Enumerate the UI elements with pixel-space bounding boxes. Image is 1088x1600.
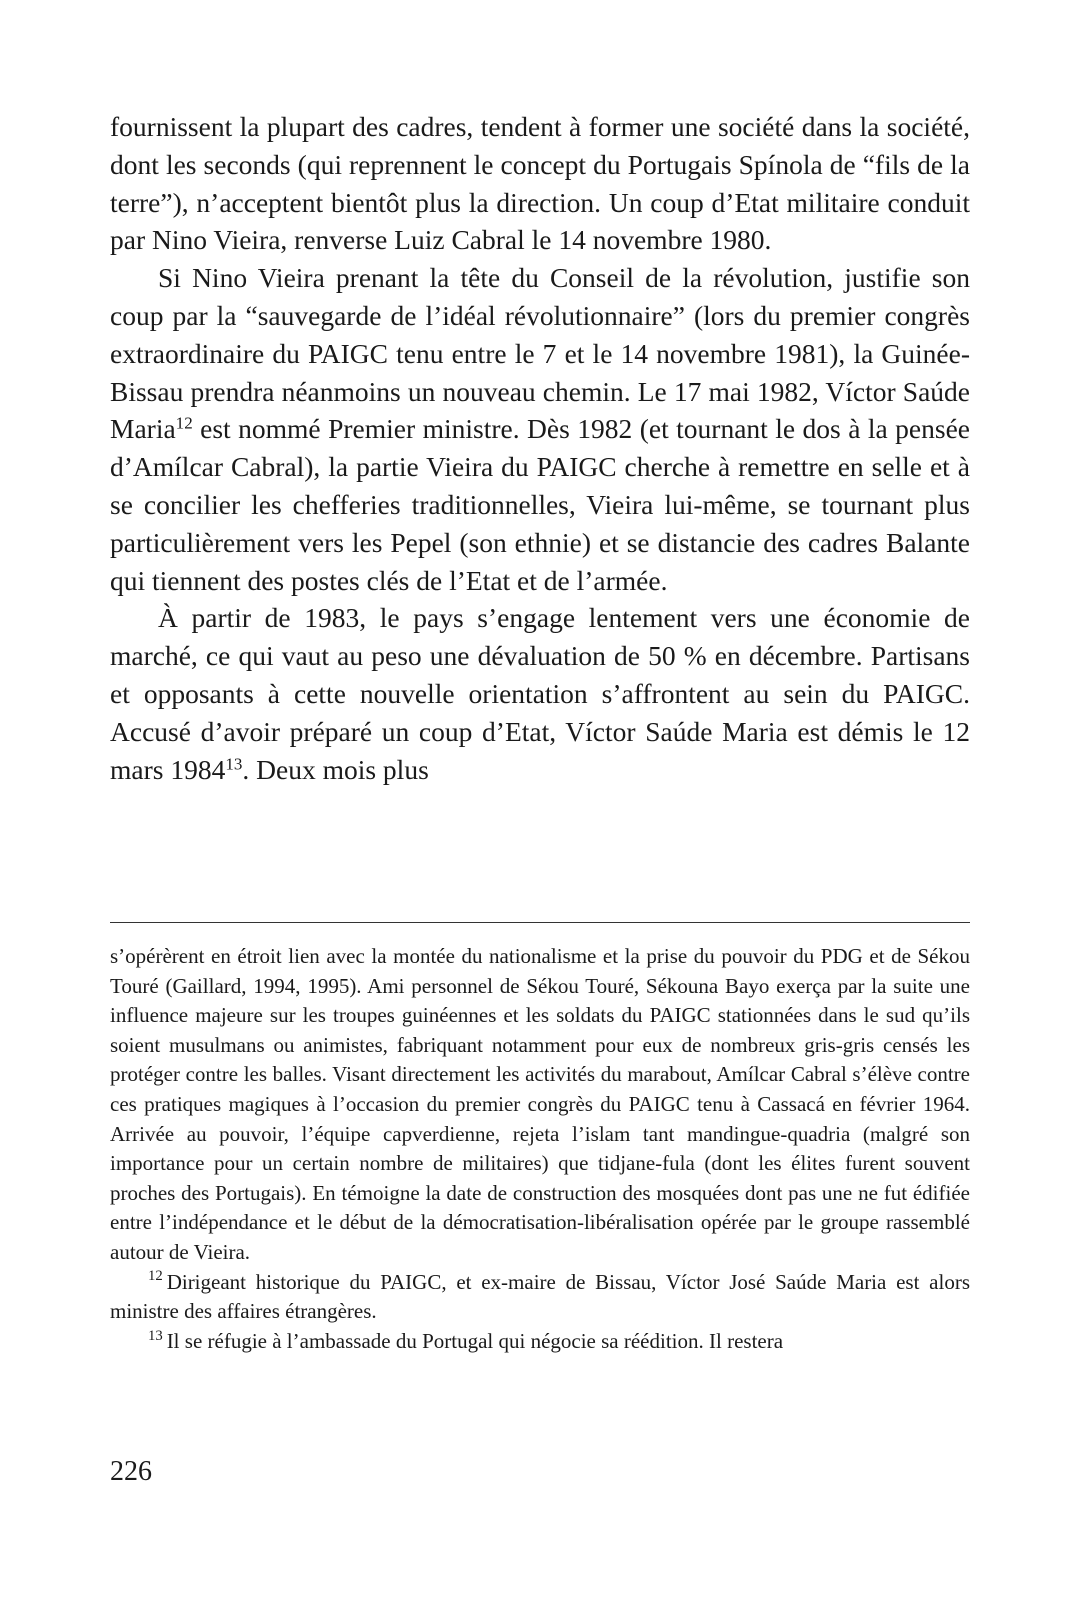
footnotes: [110, 942, 970, 1356]
paragraph-3-part-2: . Deux mois plus: [242, 753, 429, 785]
paragraph-2-part-2: est nommé Premier ministre. Dès 1982 (et tournant le dos à la pensée d’Amílcar Cabral), la partie Vieira du PAIGC cherche à remettre en selle et à se concilier les chefferies traditionnelles, Vieira lui-même, se tournant plus particulièrement vers les Pepel (son ethnie) et se distancie des cadres Balante qui tiennent des postes clés de l’Etat et de l’armée.: [110, 413, 970, 596]
paragraph-3-part-1: À partir de 1983, le pays s’engage lentement vers une économie de marché, ce qui vaut au peso une dévaluation de 50 % en décembre. Partisans et opposants à cette nouvelle orientation s’affrontent au sein du PAIGC. Accusé d’avoir préparé un coup d’Etat, Víctor Saúde Maria est démis le 12 mars 1984: [110, 602, 970, 785]
footnote-12: [110, 1268, 970, 1327]
footnote-continued: s’opérèrent en étroit lien avec la montée du nationalisme et la prise du pouvoir du PDG et de Sékou Touré (Gaillard, 1994, 1995). Ami personnel de Sékou Touré, Sékouna Bayo exerça par la suite une influence majeure sur les troupes guinéennes et les soldats du PAIGC stationnées dans le sud qu’ils soient musulmans ou animistes, fabriquant notamment pour eux de nombreux gris-gris censés les protéger contre les balles. Visant directement les activités du marabout, Amílcar Cabral s’élève contre ces pratiques magiques à l’occasion du premier congrès du PAIGC tenu à Cassacá en février 1964. Arrivée au pouvoir, l’équipe capverdienne, rejeta l’islam tant mandingue-quadria (malgré son importance pour un certain nombre de militaires) que tidjane-fula (dont les élites furent souvent proches des Portugais). En témoigne la date de construction des mosquées dont pas une ne fut édifiée entre l’indépendance et le début de la démocratisation-libéralisation opérée par le groupe rassemblé autour de Vieira.: [110, 944, 970, 1264]
footnote-13-text: Il se réfugie à l’ambassade du Portugal qui négocie sa réédition. Il restera: [166, 1328, 784, 1353]
main-text: [110, 108, 970, 788]
footnote-12-number: 12: [148, 1268, 163, 1285]
footnote-12-text: Dirigeant historique du PAIGC, et ex-maire de Bissau, Víctor José Saúde Maria est alors ministre des affaires étrangères.: [110, 1269, 970, 1324]
paragraph-2-part-1: Si Nino Vieira prenant la tête du Conseil de la révolution, justifie son coup par la “sauvegarde de l’idéal révolutionnaire” (lors du premier congrès extraordinaire du PAIGC tenu entre le 7 et le 14 novembre 1981), la Guinée-Bissau prendra néanmoins un nouveau chemin. Le 17 mai 1982, Víctor Saúde Maria: [110, 262, 970, 445]
paragraph-1: fournissent la plupart des cadres, tendent à former une société dans la société, dont les seconds (qui reprennent le concept du Portugais Spínola de “fils de la terre”), n’acceptent bientôt plus la direction. Un coup d’Etat militaire conduit par Nino Vieira, renverse Luiz Cabral le 14 novembre 1980.: [110, 111, 970, 256]
footnote-ref-13[interactable]: 13: [225, 754, 243, 774]
paragraph-3: [110, 599, 970, 788]
footnote-separator: [110, 922, 970, 923]
paragraph-2: [110, 259, 970, 599]
footnote-ref-12[interactable]: 12: [175, 414, 193, 433]
footnote-13-number: 13: [148, 1327, 163, 1344]
page-number: 226: [110, 1456, 152, 1487]
footnote-13: [110, 1327, 970, 1357]
